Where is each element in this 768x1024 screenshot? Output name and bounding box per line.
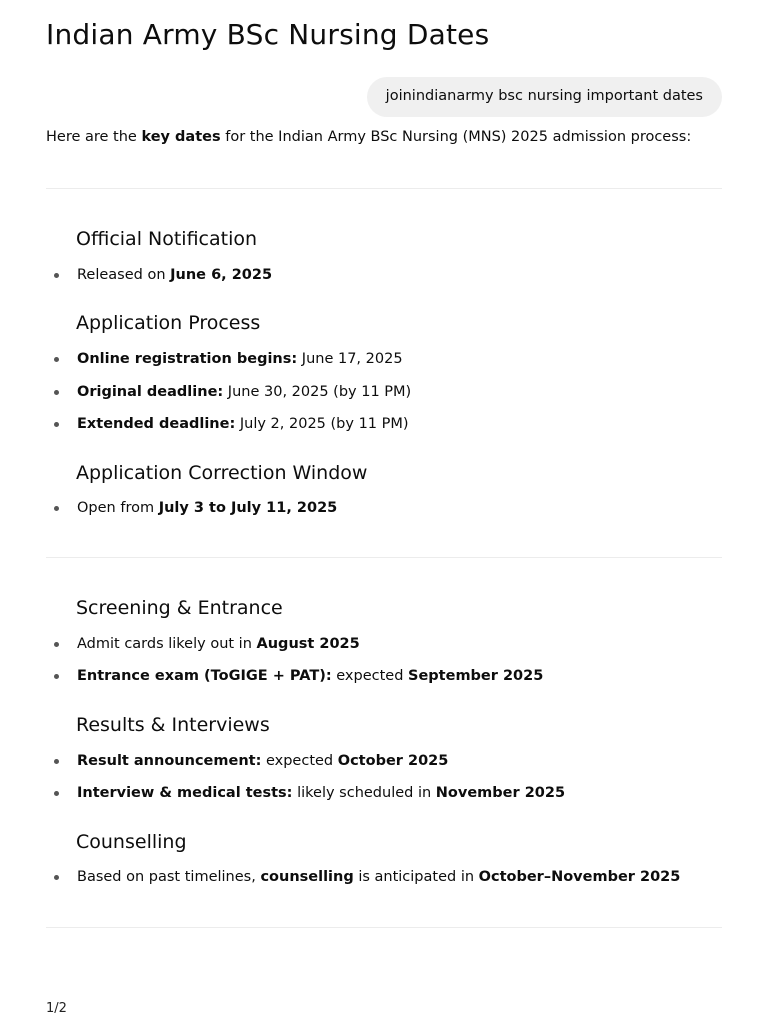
bullet-text: Released on: [77, 267, 171, 283]
bullet-text: expected: [261, 753, 338, 769]
bullet-bold: Entrance exam (ToGIGE + PAT):: [77, 668, 332, 684]
heading-application-process: Application Process: [76, 312, 261, 334]
heading-screening-entrance: Screening & Entrance: [76, 597, 283, 619]
bullet-text: Based on past timelines,: [77, 869, 261, 885]
bullet-text: July 2, 2025 (by 11 PM): [235, 416, 409, 432]
bullet-text: likely scheduled in: [292, 785, 436, 801]
list-item: [77, 783, 565, 803]
intro-text-pre: Here are the: [46, 129, 142, 145]
bullet-bold: July 3 to July 11, 2025: [158, 500, 338, 516]
bullet-bold: June 6, 2025: [170, 267, 273, 283]
section-divider: [46, 188, 722, 189]
heading-correction-window: Application Correction Window: [76, 462, 368, 484]
list-item: [77, 414, 409, 434]
bullet-bold: Original deadline:: [77, 384, 224, 400]
bullet-bold: Online registration begins:: [77, 351, 298, 367]
bullet-bold: August 2025: [256, 636, 360, 652]
list-item: [77, 382, 411, 402]
bullet-text: expected: [331, 668, 409, 684]
heading-counselling: Counselling: [76, 831, 187, 853]
bullet-bold: counselling: [260, 869, 354, 885]
heading-official-notification: Official Notification: [76, 228, 258, 250]
list-item: [77, 498, 337, 518]
page-number: 1/2: [46, 1001, 67, 1016]
bullet-bold: Interview & medical tests:: [77, 785, 293, 801]
bullet-bold: November 2025: [435, 785, 566, 801]
intro-paragraph: [46, 129, 691, 145]
page-title: Indian Army BSc Nursing Dates: [46, 18, 490, 51]
bullet-text: Open from: [77, 500, 159, 516]
user-query-bubble: joinindianarmy bsc nursing important dates: [367, 77, 722, 117]
list-item: [77, 751, 448, 771]
section-divider: [46, 927, 722, 928]
intro-text-bold: key dates: [141, 129, 221, 145]
user-query-row: [367, 77, 722, 117]
section-divider: [46, 557, 722, 558]
list-item: [77, 634, 360, 654]
bullet-bold: October–November 2025: [478, 869, 681, 885]
list-item: [77, 666, 543, 686]
bullet-text: is anticipated in: [353, 869, 479, 885]
bullet-bold: October 2025: [337, 753, 449, 769]
bullet-text: June 17, 2025: [297, 351, 403, 367]
list-item: [77, 265, 272, 285]
list-item: [77, 867, 680, 887]
bullet-bold: September 2025: [408, 668, 544, 684]
heading-results-interviews: Results & Interviews: [76, 714, 270, 736]
intro-text-post: for the Indian Army BSc Nursing (MNS) 2025 admission process:: [220, 129, 692, 145]
bullet-bold: Result announcement:: [77, 753, 262, 769]
list-item: [77, 349, 403, 369]
bullet-text: Admit cards likely out in: [77, 636, 257, 652]
bullet-bold: Extended deadline:: [77, 416, 236, 432]
bullet-text: June 30, 2025 (by 11 PM): [223, 384, 412, 400]
